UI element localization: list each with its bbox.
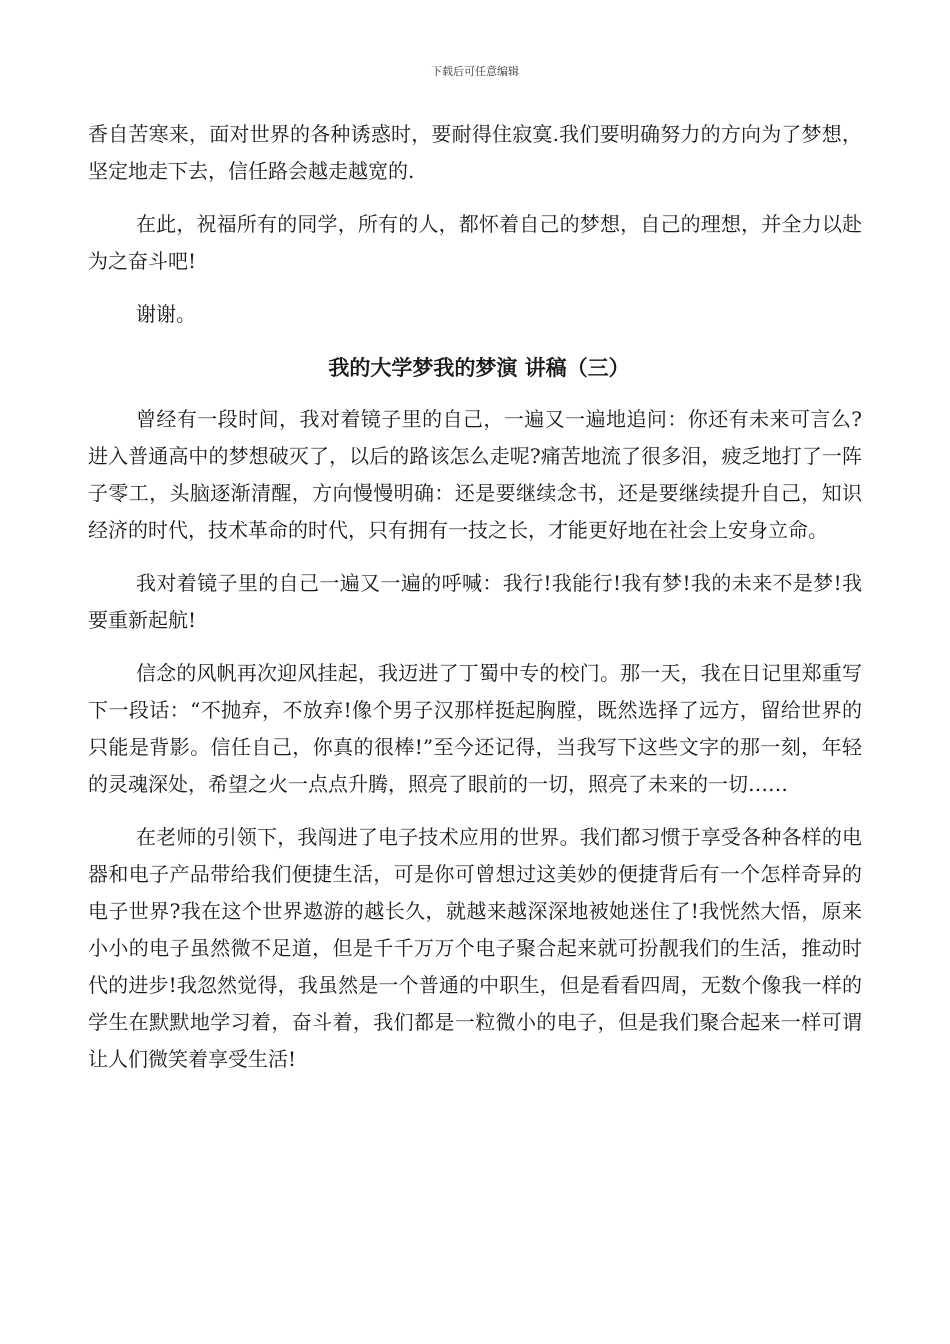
paragraph-thanks: 谢谢。 bbox=[136, 302, 196, 326]
paragraph-continued: 香自苦寒来，面对世界的各种诱惑时，要耐得住寂寞.我们要明确努力的方向为了梦想，坚定地走下去，信任路会越走越宽的. bbox=[88, 122, 862, 183]
paragraph-mirror-shout: 我对着镜子里的自己一遍又一遍的呼喊：我行!我能行!我有梦!我的未来不是梦!我要重新起航! bbox=[88, 571, 862, 632]
paragraph-school-entry: 信念的风帆再次迎风挂起，我迈进了丁蜀中专的校门。那一天，我在日记里郑重写下一段话：“不抛弃，不放弃!像个男子汉那样挺起胸膛，既然选择了远方，留给世界的只能是背影。信任自己，你真的很棒!”至今还记得，当我写下这些文字的那一刻，年轻的灵魂深处，希望之火一点点升腾，照亮了眼前的一切，照亮了未来的一切…… bbox=[88, 661, 862, 796]
paragraph-blessing: 在此，祝福所有的同学，所有的人，都怀着自己的梦想，自己的理想，并全力以赴为之奋斗吧! bbox=[88, 212, 862, 273]
document-body bbox=[88, 116, 862, 1078]
page-header-note: 下载后可任意编辑 bbox=[431, 65, 519, 78]
paragraph-mirror-question: 曾经有一段时间，我对着镜子里的自己，一遍又一遍地追问：你还有未来可言么?进入普通高中的梦想破灭了，以后的路该怎么走呢?痛苦地流了很多泪，疲乏地打了一阵子零工，头脑逐渐清醒，方向慢慢明确：还是要继续念书，还是要继续提升自己，知识经济的时代，技术革命的时代，只有拥有一技之长，才能更好地在社会上安身立命。 bbox=[88, 407, 862, 542]
paragraph-electronics: 在老师的引领下，我闯进了电子技术应用的世界。我们都习惯于享受各种各样的电器和电子产品带给我们便捷生活，可是你可曾想过这美妙的便捷背后有一个怎样奇异的电子世界?我在这个世界遨游的越长久，就越来越深深地被她迷住了!我恍然大悟，原来小小的电子虽然微不足道，但是千千万万个电子聚合起来就可扮靓我们的生活，推动时代的进步!我忽然觉得，我虽然是一个普通的中职生，但是看看四周，无数个像我一样的学生在默默地学习着，奋斗着，我们都是一粒微小的电子，但是我们聚合起来一样可谓让人们微笑着享受生活! bbox=[88, 825, 862, 1071]
section-title: 我的大学梦我的梦演 讲稿（三） bbox=[328, 355, 630, 380]
